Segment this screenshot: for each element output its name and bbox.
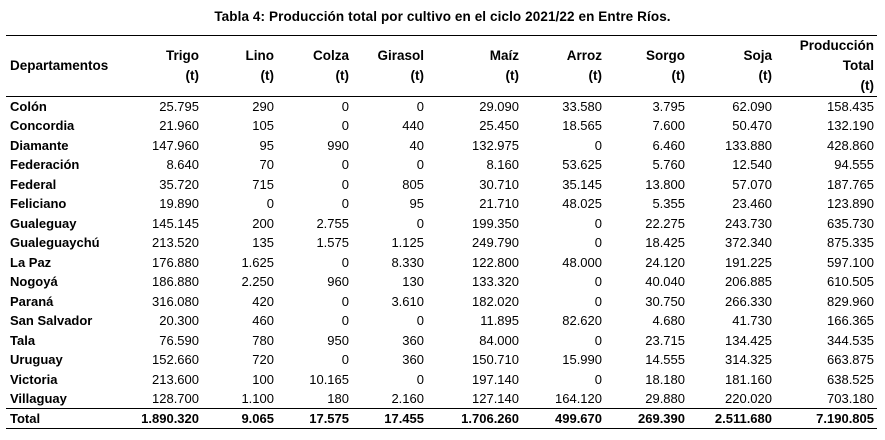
- table-cell: 0: [341, 99, 349, 114]
- table-cell: 316.080: [152, 293, 199, 309]
- table-cell: 82.620: [562, 313, 602, 329]
- department-name: Diamante: [10, 137, 69, 153]
- table-cell: 100: [252, 371, 274, 387]
- table-cell: 18.180: [645, 371, 685, 387]
- header-maiz: [427, 36, 522, 97]
- table-row: [6, 97, 877, 117]
- total-cell: 17.455: [384, 411, 424, 426]
- table-cell: 703.180: [827, 391, 874, 406]
- table-cell: 29.880: [645, 391, 685, 406]
- table-cell: 780: [252, 332, 274, 348]
- header-label: Colza: [312, 48, 349, 63]
- table-cell: 8.640: [166, 157, 199, 173]
- table-cell: 25.450: [479, 118, 519, 134]
- table-cell: 30.750: [645, 293, 685, 309]
- table-cell: 164.120: [555, 391, 602, 406]
- table-cell: 145.145: [152, 215, 199, 231]
- header-unit: (t): [410, 68, 424, 83]
- table-cell: 6.460: [652, 137, 685, 153]
- department-name: Federal: [10, 176, 57, 192]
- table-row: [6, 194, 877, 214]
- table-cell: 0: [341, 157, 349, 173]
- table-cell: 11.895: [480, 313, 519, 329]
- table-cell: 152.660: [152, 352, 199, 368]
- table-cell: 220.020: [725, 391, 772, 406]
- table-cell: 3.795: [652, 99, 685, 114]
- table-cell: 0: [341, 118, 349, 134]
- department-name: La Paz: [10, 254, 52, 270]
- table-cell: 1.125: [391, 235, 424, 251]
- department-name: Gualeguay: [10, 215, 77, 231]
- table-cell: 40.040: [645, 274, 685, 290]
- department-name: Feliciano: [10, 196, 67, 212]
- department-name: Uruguay: [10, 352, 63, 368]
- table-cell: 0: [341, 352, 349, 368]
- table-row: [6, 233, 877, 253]
- table-cell: 0: [341, 313, 349, 329]
- table-cell: 8.330: [391, 254, 424, 270]
- total-row: [6, 409, 877, 429]
- table-cell: 0: [594, 235, 602, 251]
- header-departamentos: Departamentos: [10, 58, 109, 73]
- table-cell: 105: [252, 118, 274, 134]
- table-body: [6, 97, 877, 409]
- table-cell: 7.600: [652, 118, 685, 134]
- table-row: [6, 311, 877, 331]
- table-cell: 150.710: [472, 352, 519, 368]
- table-cell: 314.325: [725, 352, 772, 368]
- table-row: [6, 253, 877, 273]
- table-cell: 2.160: [391, 391, 424, 406]
- table-cell: 199.350: [472, 215, 519, 231]
- table-cell: 805: [402, 176, 424, 192]
- header-unit: (t): [671, 68, 685, 83]
- table-cell: 3.610: [391, 293, 424, 309]
- table-cell: 15.990: [562, 352, 602, 368]
- table-cell: 187.765: [827, 176, 874, 192]
- table-cell: 0: [341, 196, 349, 212]
- table-cell: 35.720: [159, 176, 199, 192]
- table-cell: 33.580: [562, 99, 602, 114]
- table-cell: 10.165: [309, 371, 349, 387]
- total-cell: 7.190.805: [816, 411, 874, 426]
- table-cell: 76.590: [159, 332, 199, 348]
- header-colza: [277, 36, 352, 97]
- table-row: [6, 214, 877, 234]
- table-cell: 266.330: [725, 293, 772, 309]
- table-cell: 1.625: [241, 254, 274, 270]
- table-cell: 94.555: [834, 157, 874, 173]
- table-row: [6, 155, 877, 175]
- header-label: Producción: [799, 38, 874, 53]
- header-unit: (t): [505, 68, 519, 83]
- table-cell: 0: [341, 293, 349, 309]
- table-row: [6, 350, 877, 370]
- table-cell: 19.890: [159, 196, 199, 212]
- table-cell: 206.885: [725, 274, 772, 290]
- header-label: Lino: [245, 48, 274, 63]
- table-cell: 40: [409, 137, 424, 153]
- header-label: Soja: [743, 48, 772, 63]
- table-cell: 132.190: [827, 118, 874, 134]
- table-cell: 20.300: [159, 313, 199, 329]
- table-cell: 213.520: [152, 235, 199, 251]
- table-footer: [6, 409, 877, 429]
- table-cell: 29.090: [479, 99, 519, 114]
- table-cell: 191.225: [725, 254, 772, 270]
- header-trigo: [126, 36, 202, 97]
- table-cell: 180: [327, 391, 349, 406]
- table-cell: 200: [252, 215, 274, 231]
- table-header: [6, 36, 877, 97]
- header-soja: [688, 36, 775, 97]
- table-cell: 8.160: [486, 157, 519, 173]
- table-cell: 0: [416, 313, 424, 329]
- table-row: [6, 370, 877, 390]
- total-cell: 1.890.320: [141, 411, 199, 426]
- table-row: [6, 331, 877, 351]
- department-name: Victoria: [10, 371, 58, 387]
- table-cell: 2.250: [241, 274, 274, 290]
- table-cell: 70: [259, 157, 274, 173]
- table-cell: 344.535: [827, 332, 874, 348]
- table-cell: 123.890: [827, 196, 874, 212]
- table-cell: 18.425: [645, 235, 685, 251]
- table-cell: 0: [416, 215, 424, 231]
- table-cell: 0: [416, 371, 424, 387]
- table-cell: 372.340: [725, 235, 772, 251]
- table-cell: 4.680: [652, 313, 685, 329]
- header-lino: [202, 36, 277, 97]
- table-cell: 440: [402, 118, 424, 134]
- table-cell: 213.600: [152, 371, 199, 387]
- table-cell: 186.880: [152, 274, 199, 290]
- table-cell: 53.625: [562, 157, 602, 173]
- table-cell: 84.000: [479, 332, 519, 348]
- table-cell: 50.470: [732, 118, 772, 134]
- table-cell: 181.160: [725, 371, 772, 387]
- total-label: Total: [10, 411, 41, 426]
- table-cell: 360: [402, 332, 424, 348]
- total-cell: 499.670: [555, 411, 602, 426]
- table-cell: 130: [402, 274, 424, 290]
- table-cell: 990: [327, 137, 349, 153]
- header-label: Sorgo: [646, 48, 685, 63]
- header-label: Arroz: [566, 48, 602, 63]
- table-cell: 48.000: [562, 254, 602, 270]
- table-cell: 22.275: [645, 215, 685, 231]
- table-cell: 23.715: [645, 332, 685, 348]
- table-cell: 132.975: [472, 137, 519, 153]
- table-cell: 95: [409, 196, 424, 212]
- table-cell: 243.730: [725, 215, 772, 231]
- table-cell: 14.555: [645, 352, 685, 368]
- header-unit: (t): [335, 68, 349, 83]
- table-cell: 197.140: [472, 371, 519, 387]
- table-title: Tabla 4: Producción total por cultivo en el ciclo 2021/22 en Entre Ríos.: [214, 9, 671, 24]
- table-cell: 0: [594, 215, 602, 231]
- table-cell: 460: [252, 313, 274, 329]
- table-cell: 0: [594, 293, 602, 309]
- table-row: [6, 116, 877, 136]
- total-cell: 17.575: [309, 411, 349, 426]
- table-cell: 147.960: [152, 137, 199, 153]
- table-row: [6, 272, 877, 292]
- table-cell: 128.700: [152, 391, 199, 406]
- table-row: [6, 175, 877, 195]
- header-row: [6, 36, 877, 97]
- table-cell: 23.460: [732, 196, 772, 212]
- table-cell: 5.355: [652, 196, 685, 212]
- table-cell: 950: [327, 332, 349, 348]
- table-cell: 24.120: [645, 254, 685, 270]
- table-cell: 715: [252, 176, 274, 192]
- table-cell: 12.540: [732, 157, 772, 173]
- header-unit: (t): [260, 68, 274, 83]
- header-unit: (t): [860, 78, 874, 93]
- table-cell: 30.710: [479, 176, 519, 192]
- table-cell: 133.880: [725, 137, 772, 153]
- total-cell: 9.065: [241, 411, 274, 426]
- table-cell: 25.795: [159, 99, 199, 114]
- header-unit: (t): [185, 68, 199, 83]
- department-name: Paraná: [10, 293, 54, 309]
- table-cell: 18.565: [562, 118, 602, 134]
- header-label: Girasol: [377, 48, 424, 63]
- table-cell: 0: [341, 254, 349, 270]
- table-row: [6, 292, 877, 312]
- table-cell: 249.790: [472, 235, 519, 251]
- header-label: Maíz: [489, 48, 519, 63]
- table-cell: 62.090: [732, 99, 772, 114]
- table-cell: 720: [252, 352, 274, 368]
- table-cell: 127.140: [472, 391, 519, 406]
- header-label: Trigo: [166, 48, 199, 63]
- table-cell: 57.070: [732, 176, 772, 192]
- table-cell: 135: [252, 235, 274, 251]
- table-cell: 41.730: [732, 313, 772, 329]
- table-cell: 5.760: [652, 157, 685, 173]
- table-cell: 0: [416, 99, 424, 114]
- total-cell: 1.706.260: [461, 411, 519, 426]
- table-cell: 610.505: [827, 274, 874, 290]
- table-cell: 35.145: [562, 176, 602, 192]
- header-arroz: [522, 36, 605, 97]
- table-cell: 290: [252, 99, 274, 114]
- header-label: Total: [842, 58, 874, 73]
- department-name: Tala: [10, 332, 36, 348]
- header-unit: (t): [758, 68, 772, 83]
- table-cell: 638.525: [827, 371, 874, 387]
- table-cell: 875.335: [827, 235, 874, 251]
- table-cell: 2.755: [316, 215, 349, 231]
- department-name: Gualeguaychú: [10, 235, 100, 251]
- department-name: Colón: [10, 99, 47, 114]
- table-cell: 0: [594, 137, 602, 153]
- table-cell: 122.800: [472, 254, 519, 270]
- table-cell: 1.100: [241, 391, 274, 406]
- department-name: Villaguay: [10, 391, 67, 406]
- table-cell: 21.710: [479, 196, 519, 212]
- table-cell: 663.875: [827, 352, 874, 368]
- table-cell: 1.575: [316, 235, 349, 251]
- department-name: Concordia: [10, 118, 75, 134]
- table-cell: 48.025: [562, 196, 602, 212]
- table-cell: 0: [594, 332, 602, 348]
- header-produccion-total: [775, 36, 877, 97]
- table-cell: 176.880: [152, 254, 199, 270]
- header-girasol: [352, 36, 427, 97]
- total-cell: 269.390: [638, 411, 685, 426]
- table-cell: 420: [252, 293, 274, 309]
- table-cell: 0: [594, 274, 602, 290]
- table-cell: 158.435: [827, 99, 874, 114]
- header-sorgo: [605, 36, 688, 97]
- table-cell: 829.960: [827, 293, 874, 309]
- production-table: [6, 35, 877, 429]
- table-cell: 597.100: [827, 254, 874, 270]
- total-cell: 2.511.680: [714, 411, 772, 426]
- table-cell: 360: [402, 352, 424, 368]
- department-name: Nogoyá: [10, 274, 58, 290]
- table-row: [6, 389, 877, 409]
- table-cell: 95: [259, 137, 274, 153]
- table-cell: 635.730: [827, 215, 874, 231]
- table-cell: 428.860: [827, 137, 874, 153]
- department-name: San Salvador: [10, 313, 93, 329]
- table-cell: 0: [341, 176, 349, 192]
- table-cell: 21.960: [159, 118, 199, 134]
- table-cell: 133.320: [472, 274, 519, 290]
- table-cell: 0: [416, 157, 424, 173]
- table-cell: 0: [594, 371, 602, 387]
- header-unit: (t): [588, 68, 602, 83]
- table-row: [6, 136, 877, 156]
- table-cell: 166.365: [827, 313, 874, 329]
- table-cell: 134.425: [725, 332, 772, 348]
- table-cell: 0: [266, 196, 274, 212]
- table-cell: 182.020: [472, 293, 519, 309]
- table-cell: 960: [327, 274, 349, 290]
- department-name: Federación: [10, 157, 80, 173]
- table-cell: 13.800: [645, 176, 685, 192]
